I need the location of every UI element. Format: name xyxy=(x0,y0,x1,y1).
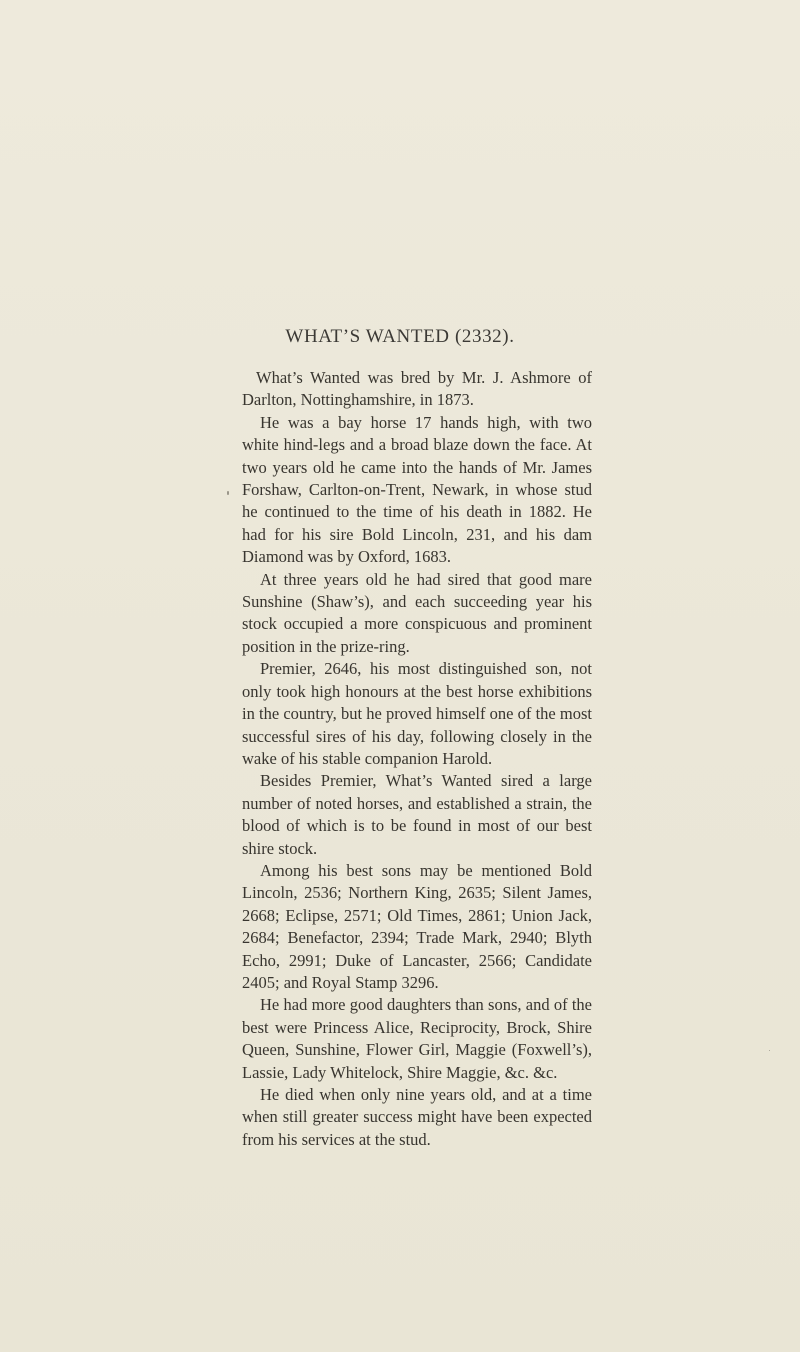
paragraph-7: He had more good daughters than sons, and of the best were Princess Alice, Reciprocity, Brock, Shire Queen, Sunshine, Flower Girl, Maggie (Foxwell’s), Lassie, Lady Whitelock, Shire Maggie, &c. &c. xyxy=(242,995,592,1082)
paragraph-4: Premier, 2646, his most distinguished son, not only took high honours at the best horse exhibitions in the country, but he proved himself one of the most successful sires of his day, following closely in the wake of his stable companion Harold. xyxy=(242,659,592,768)
paragraph-6: Among his best sons may be mentioned Bold Lincoln, 2536; Northern King, 2635; Silent James, 2668; Eclipse, 2571; Old Times, 2861; Union Jack, 2684; Benefactor, 2394; Trade Mark, 2940; Blyth Echo, 2991; Duke of Lancaster, 2566; Candidate 2405; and Royal Stamp 3296. xyxy=(242,860,592,992)
body-text xyxy=(242,367,592,1151)
paragraph-2: He was a bay horse 17 hands high, with two white hind-legs and a broad blaze down the face. At two years old he came into the hands of Mr. James Forshaw, Carlton-on-Trent, Newark, in whose stud he continued to the time of his death in 1882. He had for his sire Bold Lincoln, 231, and his dam Diamond was by Oxford, 1683. xyxy=(242,412,592,567)
ink-speck xyxy=(227,491,229,495)
paragraph-1: What’s Wanted was bred by Mr. J. Ashmore of Darlton, Nottinghamshire, in 1873. xyxy=(242,368,592,410)
paragraph-5: Besides Premier, What’s Wanted sired a large number of noted horses, and established a strain, the blood of which is to be found in most of our best shire stock. xyxy=(242,771,592,858)
paragraph-3: At three years old he had sired that good mare Sunshine (Shaw’s), and each succeeding year his stock occupied a more conspicuous and prominent position in the prize-ring. xyxy=(242,569,592,656)
page-heading: WHAT’S WANTED (2332). xyxy=(285,326,515,347)
paper-speck xyxy=(769,1050,770,1051)
paragraph-8: He died when only nine years old, and at a time when still greater success might have been expected from his services at the stud. xyxy=(242,1085,592,1149)
